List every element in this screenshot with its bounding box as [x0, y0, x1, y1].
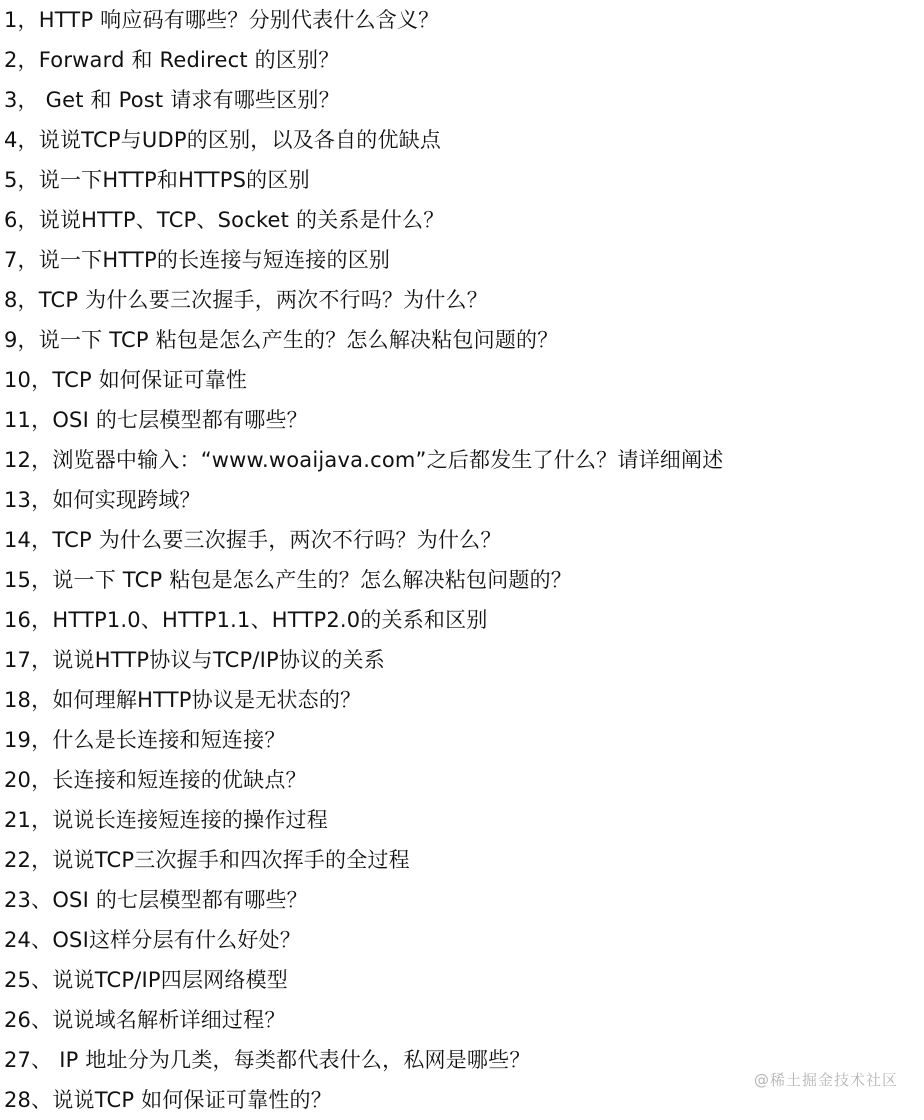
- question-item: 17，说说HTTP协议与TCP/IP协议的关系: [4, 648, 385, 672]
- question-item: 7，说一下HTTP的长连接与短连接的区别: [4, 248, 391, 272]
- question-item: 3， Get 和 Post 请求有哪些区别？: [4, 88, 340, 112]
- question-item: 25、说说TCP/IP四层网络模型: [4, 968, 288, 992]
- question-item: 8，TCP 为什么要三次握手，两次不行吗？为什么？: [4, 288, 488, 312]
- question-item: 6，说说HTTP、TCP、Socket 的关系是什么？: [4, 208, 445, 232]
- question-item: 24、OSI这样分层有什么好处？: [4, 928, 301, 952]
- question-item: 11，OSI 的七层模型都有哪些？: [4, 408, 308, 432]
- question-item: 12，浏览器中输入：“www.woaijava.com”之后都发生了什么？请详细阐述: [4, 448, 724, 472]
- question-item: 26、说说域名解析详细过程？: [4, 1008, 286, 1032]
- question-item: 18，如何理解HTTP协议是无状态的？: [4, 688, 362, 712]
- question-list: [4, 0, 919, 1120]
- question-item: 13，如何实现跨域？: [4, 488, 201, 512]
- question-item: 2，Forward 和 Redirect 的区别？: [4, 48, 340, 72]
- question-item: 5，说一下HTTP和HTTPS的区别: [4, 168, 310, 192]
- question-item: 20，长连接和短连接的优缺点？: [4, 768, 307, 792]
- question-item: 4，说说TCP与UDP的区别，以及各自的优缺点: [4, 128, 442, 152]
- question-item: 21，说说长连接短连接的操作过程: [4, 808, 328, 832]
- watermark: @稀土掘金技术社区: [753, 1071, 898, 1089]
- question-item: 19，什么是长连接和短连接？: [4, 728, 286, 752]
- question-item: 22，说说TCP三次握手和四次挥手的全过程: [4, 848, 410, 872]
- question-item: 27、 IP 地址分为几类，每类都代表什么，私网是哪些？: [4, 1048, 531, 1072]
- question-item: 16，HTTP1.0、HTTP1.1、HTTP2.0的关系和区别: [4, 608, 488, 632]
- question-item: 15，说一下 TCP 粘包是怎么产生的？怎么解决粘包问题的？: [4, 568, 572, 592]
- question-item: 28、说说TCP 如何保证可靠性的？: [4, 1088, 332, 1112]
- question-item: 10，TCP 如何保证可靠性: [4, 368, 248, 392]
- question-item: 14，TCP 为什么要三次握手，两次不行吗？为什么？: [4, 528, 502, 552]
- question-item: 9，说一下 TCP 粘包是怎么产生的？怎么解决粘包问题的？: [4, 328, 559, 352]
- question-item: 1，HTTP 响应码有哪些？分别代表什么含义？: [4, 8, 440, 32]
- question-item: 23、OSI 的七层模型都有哪些？: [4, 888, 308, 912]
